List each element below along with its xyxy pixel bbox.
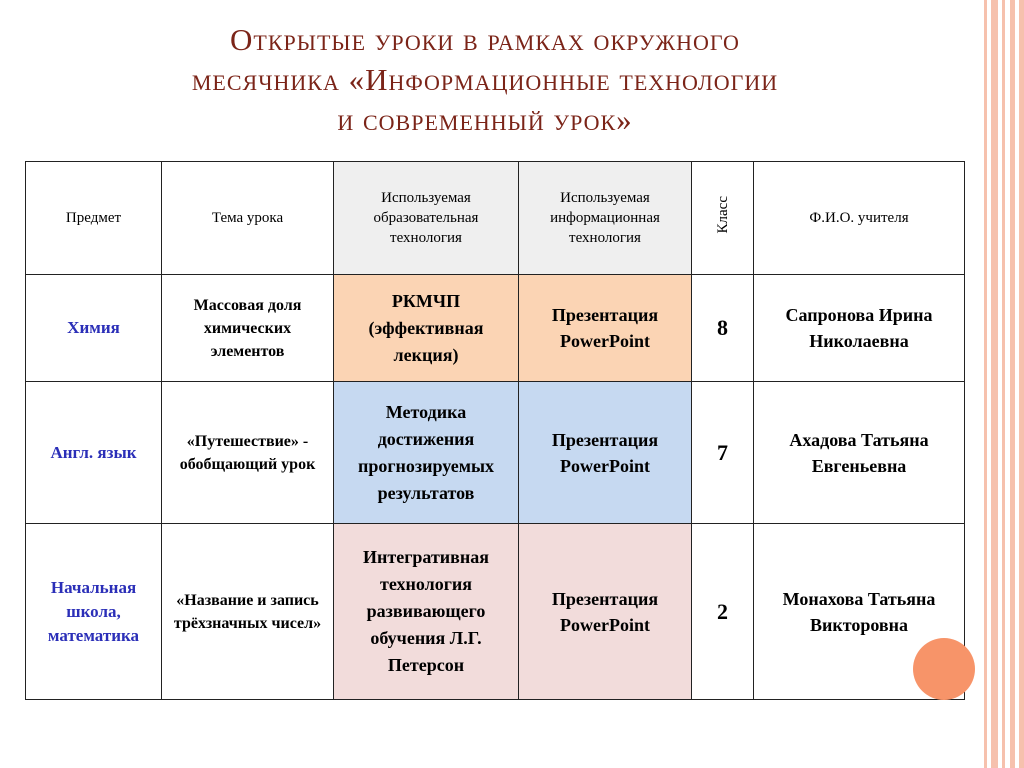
decor-stripe (1019, 0, 1024, 768)
title-line-2: месячника «Информационные технологии (191, 62, 779, 97)
cell-subject: Англ. язык (26, 382, 162, 524)
cell-teacher: Ахадова Татьяна Евгеньевна (754, 382, 965, 524)
table-header-row (26, 162, 965, 275)
decor-stripe (1002, 0, 1005, 768)
cell-teacher: Сапронова Ирина Николаевна (754, 275, 965, 382)
slide-title (60, 20, 910, 140)
header-info-tech: Используемая информационная технология (519, 162, 692, 275)
cell-topic: Массовая доля химических элементов (162, 275, 334, 382)
cell-grade: 2 (692, 524, 754, 700)
cell-teacher: Монахова Татьяна Викторовна (754, 524, 965, 700)
cell-edu-tech: Интегративная технология развивающего обучения Л.Г. Петерсон (334, 524, 519, 700)
cell-subject: Химия (26, 275, 162, 382)
cell-edu-tech: Методика достижения прогнозируемых результатов (334, 382, 519, 524)
cell-info-tech: Презентация PowerPoint (519, 382, 692, 524)
cell-info-tech: Презентация PowerPoint (519, 524, 692, 700)
title-line-3: и современный урок» (337, 102, 633, 137)
table-row (26, 524, 965, 700)
header-grade (692, 162, 754, 275)
cell-subject: Начальная школа, математика (26, 524, 162, 700)
table-row (26, 382, 965, 524)
cell-grade: 7 (692, 382, 754, 524)
cell-edu-tech: РКМЧП (эффективная лекция) (334, 275, 519, 382)
title-line-1: Открытые уроки в рамках окружного (230, 22, 740, 57)
header-subject: Предмет (26, 162, 162, 275)
lessons-table (25, 161, 965, 700)
header-teacher: Ф.И.О. учителя (754, 162, 965, 275)
table-row (26, 275, 965, 382)
decor-circle (913, 638, 975, 700)
cell-topic: «Название и запись трёхзначных чисел» (162, 524, 334, 700)
header-edu-tech: Используемая образовательная технология (334, 162, 519, 275)
cell-info-tech: Презентация PowerPoint (519, 275, 692, 382)
header-topic: Тема урока (162, 162, 334, 275)
decor-stripe (984, 0, 987, 768)
cell-topic: «Путешествие» - обобщающий урок (162, 382, 334, 524)
decor-stripe (991, 0, 998, 768)
header-grade-label: Класс (714, 196, 731, 234)
cell-grade: 8 (692, 275, 754, 382)
decor-stripe (1010, 0, 1015, 768)
